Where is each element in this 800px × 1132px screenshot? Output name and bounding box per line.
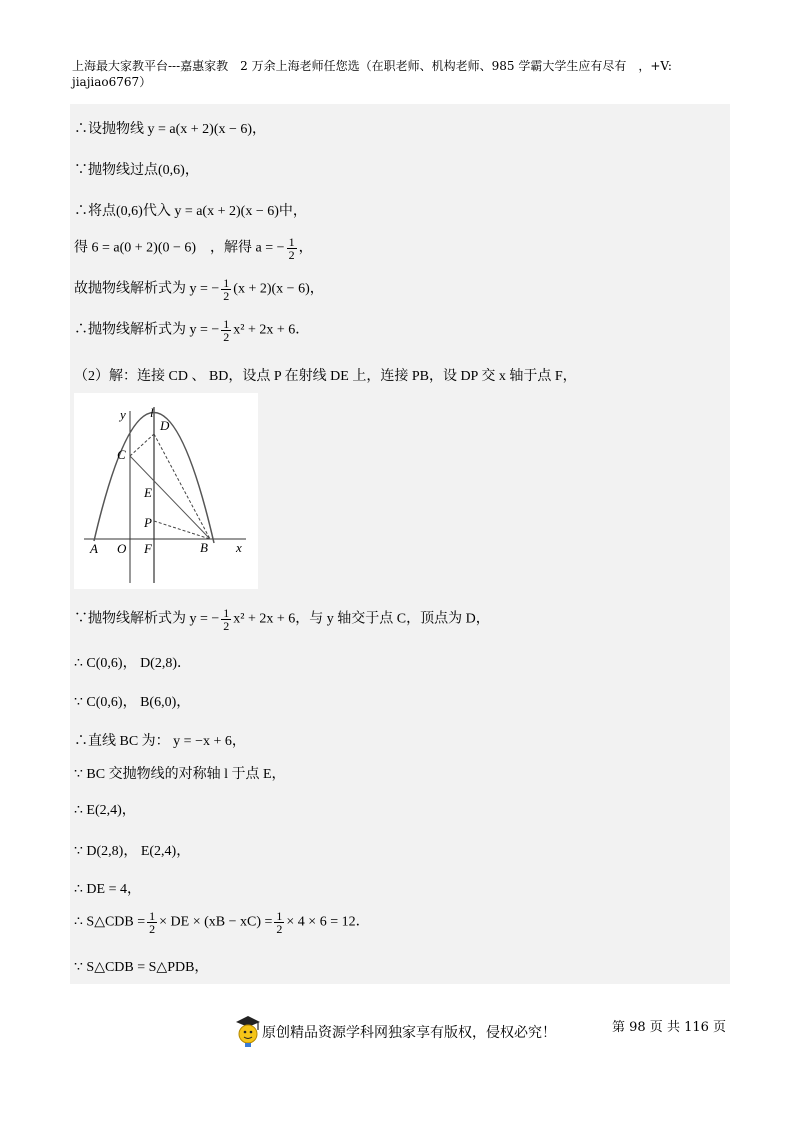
copyright-notice: 原创精品资源学科网独家享有版权，侵权必究！ [262, 1025, 556, 1041]
line-text: ∴抛物线解析式为 y = − [74, 322, 220, 338]
line-text: 得 6 = a(0 + 2)(0 − 6) ，解得 a = − [74, 240, 285, 256]
fraction [221, 318, 231, 343]
fraction [221, 607, 231, 632]
solution-line: ∴ E(2,4)， [74, 803, 136, 818]
fraction [147, 910, 157, 935]
solution-line: ∴ DE = 4， [74, 882, 141, 897]
solution-line: ∵ BC 交抛物线的对称轴 l 于点 E， [74, 767, 286, 782]
label-A: A [90, 541, 98, 556]
solution-line: ∴直线 BC 为： y = −x + 6， [74, 734, 246, 749]
fraction-denominator: 2 [223, 330, 230, 344]
label-E: E [144, 485, 152, 500]
figure-svg [74, 393, 258, 589]
parabola-figure [74, 393, 258, 589]
solution-line: ∴设抛物线 y = a(x + 2)(x − 6)， [74, 122, 267, 137]
solution-line [74, 236, 313, 261]
fraction-numerator: 1 [149, 909, 156, 923]
fraction-numerator: 1 [276, 909, 283, 923]
line-text: × 4 × 6 = 12． [286, 914, 370, 930]
fraction-denominator: 2 [288, 248, 295, 262]
fraction-denominator: 2 [223, 619, 230, 633]
solution-line: ∵抛物线过点(0,6)， [74, 163, 199, 178]
line-text: 故抛物线解析式为 y = − [74, 281, 220, 297]
label-y: y [120, 407, 126, 422]
line-text: (x + 2)(x − 6)， [233, 281, 324, 297]
solution-line: ∴将点(0,6)代入 y = a(x + 2)(x − 6)中， [74, 204, 307, 219]
fraction [287, 236, 297, 261]
fraction-numerator: 1 [223, 276, 230, 290]
solution-line [74, 277, 324, 302]
solution-line [74, 910, 370, 935]
fraction [221, 277, 231, 302]
solution-line [74, 318, 309, 343]
label-C: C [117, 447, 126, 462]
line-text: x² + 2x + 6，与 y 轴交于点 C，顶点为 D， [233, 611, 490, 627]
solution-line [74, 607, 490, 632]
fraction-denominator: 2 [276, 922, 283, 936]
label-x: x [236, 540, 242, 555]
page-number: 第 98 页 共 116 页 [612, 1020, 727, 1035]
page-header: 上海最大家教平台---嘉惠家教 2 万余上海老师任您选（在职老师、机构老师、985 学霸大学生应有尽有 ，+V: jiajiao6767） [72, 59, 672, 89]
mascot-logo [234, 1014, 262, 1048]
solution-line: ∵ S△CDB = S△PDB， [74, 960, 209, 975]
solution-line: （2）解：连接 CD 、 BD，设点 P 在射线 DE 上，连接 PB，设 DP 交 x 轴于点 F， [74, 369, 577, 384]
line-text: × DE × (xB − xC) = [159, 914, 273, 930]
line-text: ∵抛物线解析式为 y = − [74, 611, 220, 627]
line-text: ， [298, 240, 313, 256]
fraction-denominator: 2 [223, 289, 230, 303]
label-D: D [160, 418, 170, 433]
line-text: x² + 2x + 6． [233, 322, 310, 338]
fraction-denominator: 2 [149, 922, 156, 936]
mascot-icon [234, 1014, 262, 1048]
label-B: B [200, 540, 208, 555]
fraction-numerator: 1 [223, 606, 230, 620]
fraction-numerator: 1 [223, 317, 230, 331]
solution-line: ∵ C(0,6)， B(6,0)， [74, 695, 191, 710]
label-P: P [144, 515, 152, 530]
fraction-numerator: 1 [288, 235, 295, 249]
label-F: F [144, 541, 152, 556]
fraction [274, 910, 284, 935]
label-O: O [117, 541, 127, 556]
solution-line: ∴ C(0,6)， D(2,8)． [74, 656, 192, 671]
solution-line: ∵ D(2,8)， E(2,4)， [74, 844, 191, 859]
label-l: l [150, 405, 154, 420]
line-text: ∴ S△CDB = [74, 914, 146, 930]
